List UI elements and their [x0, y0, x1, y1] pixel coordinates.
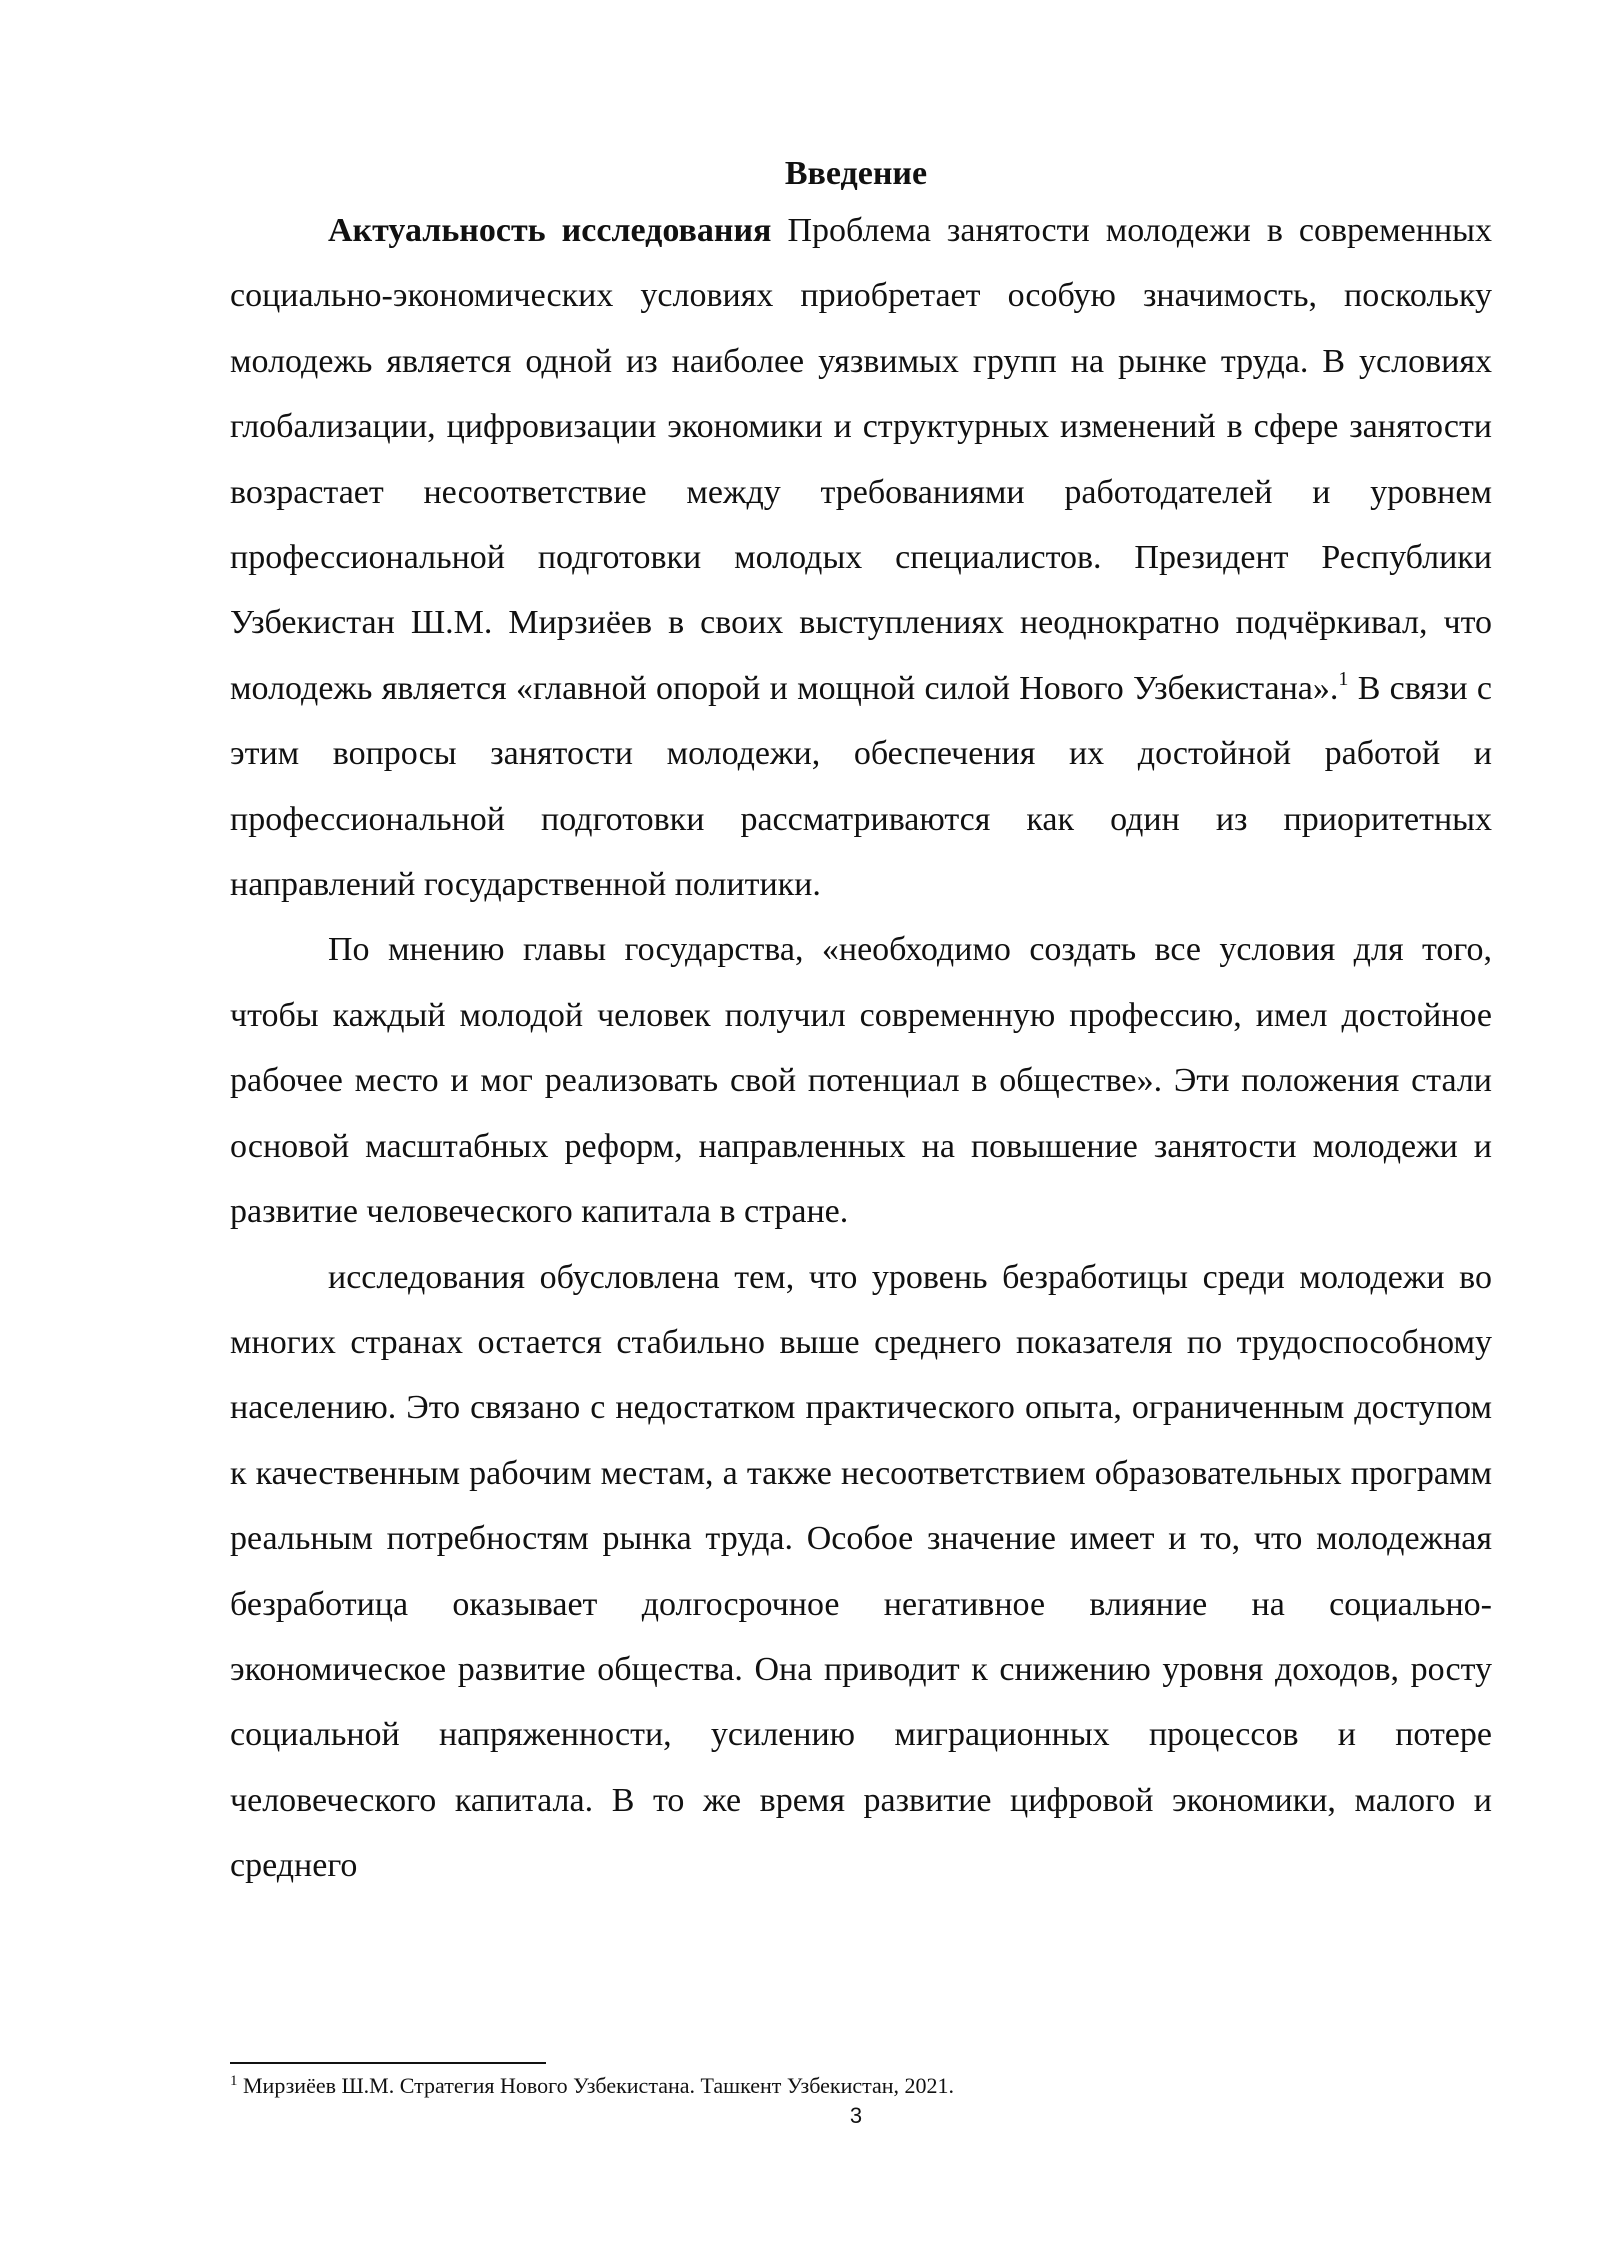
- paragraph-1: [230, 198, 1492, 917]
- footnote-separator: [230, 2062, 546, 2064]
- footnote-text: Мирзиёев Ш.М. Стратегия Нового Узбекистана. Ташкент Узбекистан, 2021.: [237, 2073, 955, 2098]
- footnote: [230, 2072, 1492, 2100]
- paragraph-1-text-continued: В связи с этим вопросы занятости молодежи, обеспечения их достойной работой и профессиональной подготовки рассматриваются как один из приоритетных направлений государственной политики.: [230, 669, 1492, 904]
- paragraph-2: По мнению главы государства, «необходимо создать все условия для того, чтобы каждый молодой человек получил современную профессию, имел достойное рабочее место и мог реализовать свой потенциал в обществе». Эти положения стали основой масштабных реформ, направленных на повышение занятости молодежи и развитие человеческого капитала в стране.: [230, 931, 1492, 1231]
- page-number: 3: [849, 2103, 863, 2128]
- footnote-number: 1: [230, 2073, 238, 2089]
- section-heading: Введение: [784, 155, 928, 192]
- paragraph-1-text: Проблема занятости молодежи в современных социально-экономических условиях приобретает особую значимость, поскольку молодежь является одной из наиболее уязвимых групп на рынке труда. В условиях глобализации, цифровизации экономики и структурных изменений в сфере занятости возрастает несоответствие между требованиями работодателей и уровнем профессиональной подготовки молодых специалистов. Президент Республики Узбекистан Ш.М. Мирзиёев в своих выступлениях неоднократно подчёркивал, что молодежь является «главной опорой и мощной силой Нового Узбекистана».: [230, 212, 1492, 707]
- paragraph-3: исследования обусловлена тем, что уровень безработицы среди молодежи во многих странах остается стабильно выше среднего показателя по трудоспособному населению. Это связано с недостатком практического опыта, ограниченным доступом к качественным рабочим местам, а также несоответствием образовательных программ реальным потребностям рынка труда. Особое значение имеет и то, что молодежная безработица оказывает долгосрочное негативное влияние на социально-экономическое развитие общества. Она приводит к снижению уровня доходов, росту социальной напряженности, усилению миграционных процессов и потере человеческого капитала. В то же время развитие цифровой экономики, малого и среднего: [230, 1258, 1492, 1885]
- paragraph-1-lead: Актуальность исследования: [328, 212, 772, 249]
- footnote-reference[interactable]: 1: [1338, 667, 1349, 690]
- body-text: [230, 198, 1492, 1899]
